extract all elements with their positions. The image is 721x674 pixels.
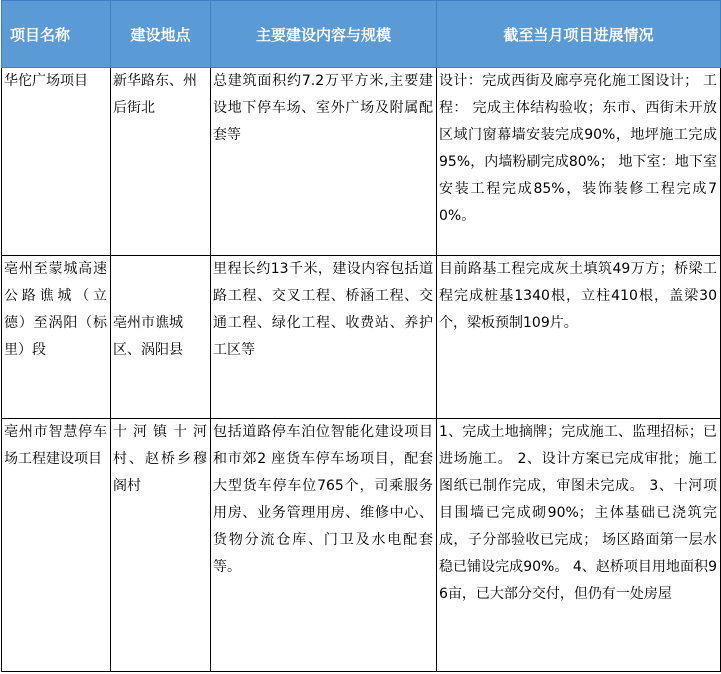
cell-project-name: 亳州至蒙城高速公路谯城（立德）至涡阳（标里）段: [2, 256, 111, 419]
cell-content-scale: 包括道路停车泊位智能化建设项目和市郊2 座货车停车场项目，配套大型货车停车位765个，司乘服务用房、业务管理用房、维修中心、货物分流仓库、门卫及水电配套等。: [211, 419, 437, 672]
cell-location: 亳州市谯城区、涡阳县: [111, 256, 211, 419]
header-content-scale: 主要建设内容与规模: [211, 1, 437, 68]
cell-progress: 目前路基工程完成灰土填筑49万方；桥梁工程完成桩基1340根，立柱410根，盖梁30个，梁板预制109片。: [437, 256, 721, 419]
header-location: 建设地点: [111, 1, 211, 68]
cell-progress: 1、完成土地摘牌；完成施工、监理招标；已进场施工。 2、设计方案已完成审批；施工图纸已制作完成，审图未完成。 3、十河项目围墙已完成砌90%；主体基础已浇筑完成，子分部验收已完成； 场区路面第一层水稳已铺设完成90%。 4、赵桥项目用地面积96亩，已大部分交付，但仍有一处房屋: [437, 419, 721, 672]
cell-location: 十河镇十河村、赵桥乡穆阁村: [111, 419, 211, 672]
header-project-name: 项目名称: [2, 1, 111, 68]
project-progress-table: [1, 0, 721, 672]
cell-project-name: 华佗广场项目: [2, 68, 111, 256]
header-progress: 截至当月项目进展情况: [437, 1, 721, 68]
cell-content-scale: 总建筑面积约7.2万平方米,主要建设地下停车场、室外广场及附属配套等: [211, 68, 437, 256]
cell-project-name: 亳州市智慧停车场工程建设项目: [2, 419, 111, 672]
cell-location: 新华路东、州后街北: [111, 68, 211, 256]
table-row: [2, 419, 721, 672]
cell-progress: 设计：完成西街及廊亭亮化施工图设计； 工程： 完成主体结构验收；东市、西街未开放区域门窗幕墙安装完成90%，地坪施工完成95%，内墙粉刷完成80%； 地下室：地下室安装工程完成85%，装饰装修工程完成70%。: [437, 68, 721, 256]
table-row: [2, 68, 721, 256]
table-header-row: [2, 1, 721, 68]
cell-content-scale: 里程长约13千米，建设内容包括道路工程、交叉工程、桥涵工程、交通工程、绿化工程、收费站、养护工区等: [211, 256, 437, 419]
table-row: [2, 256, 721, 419]
